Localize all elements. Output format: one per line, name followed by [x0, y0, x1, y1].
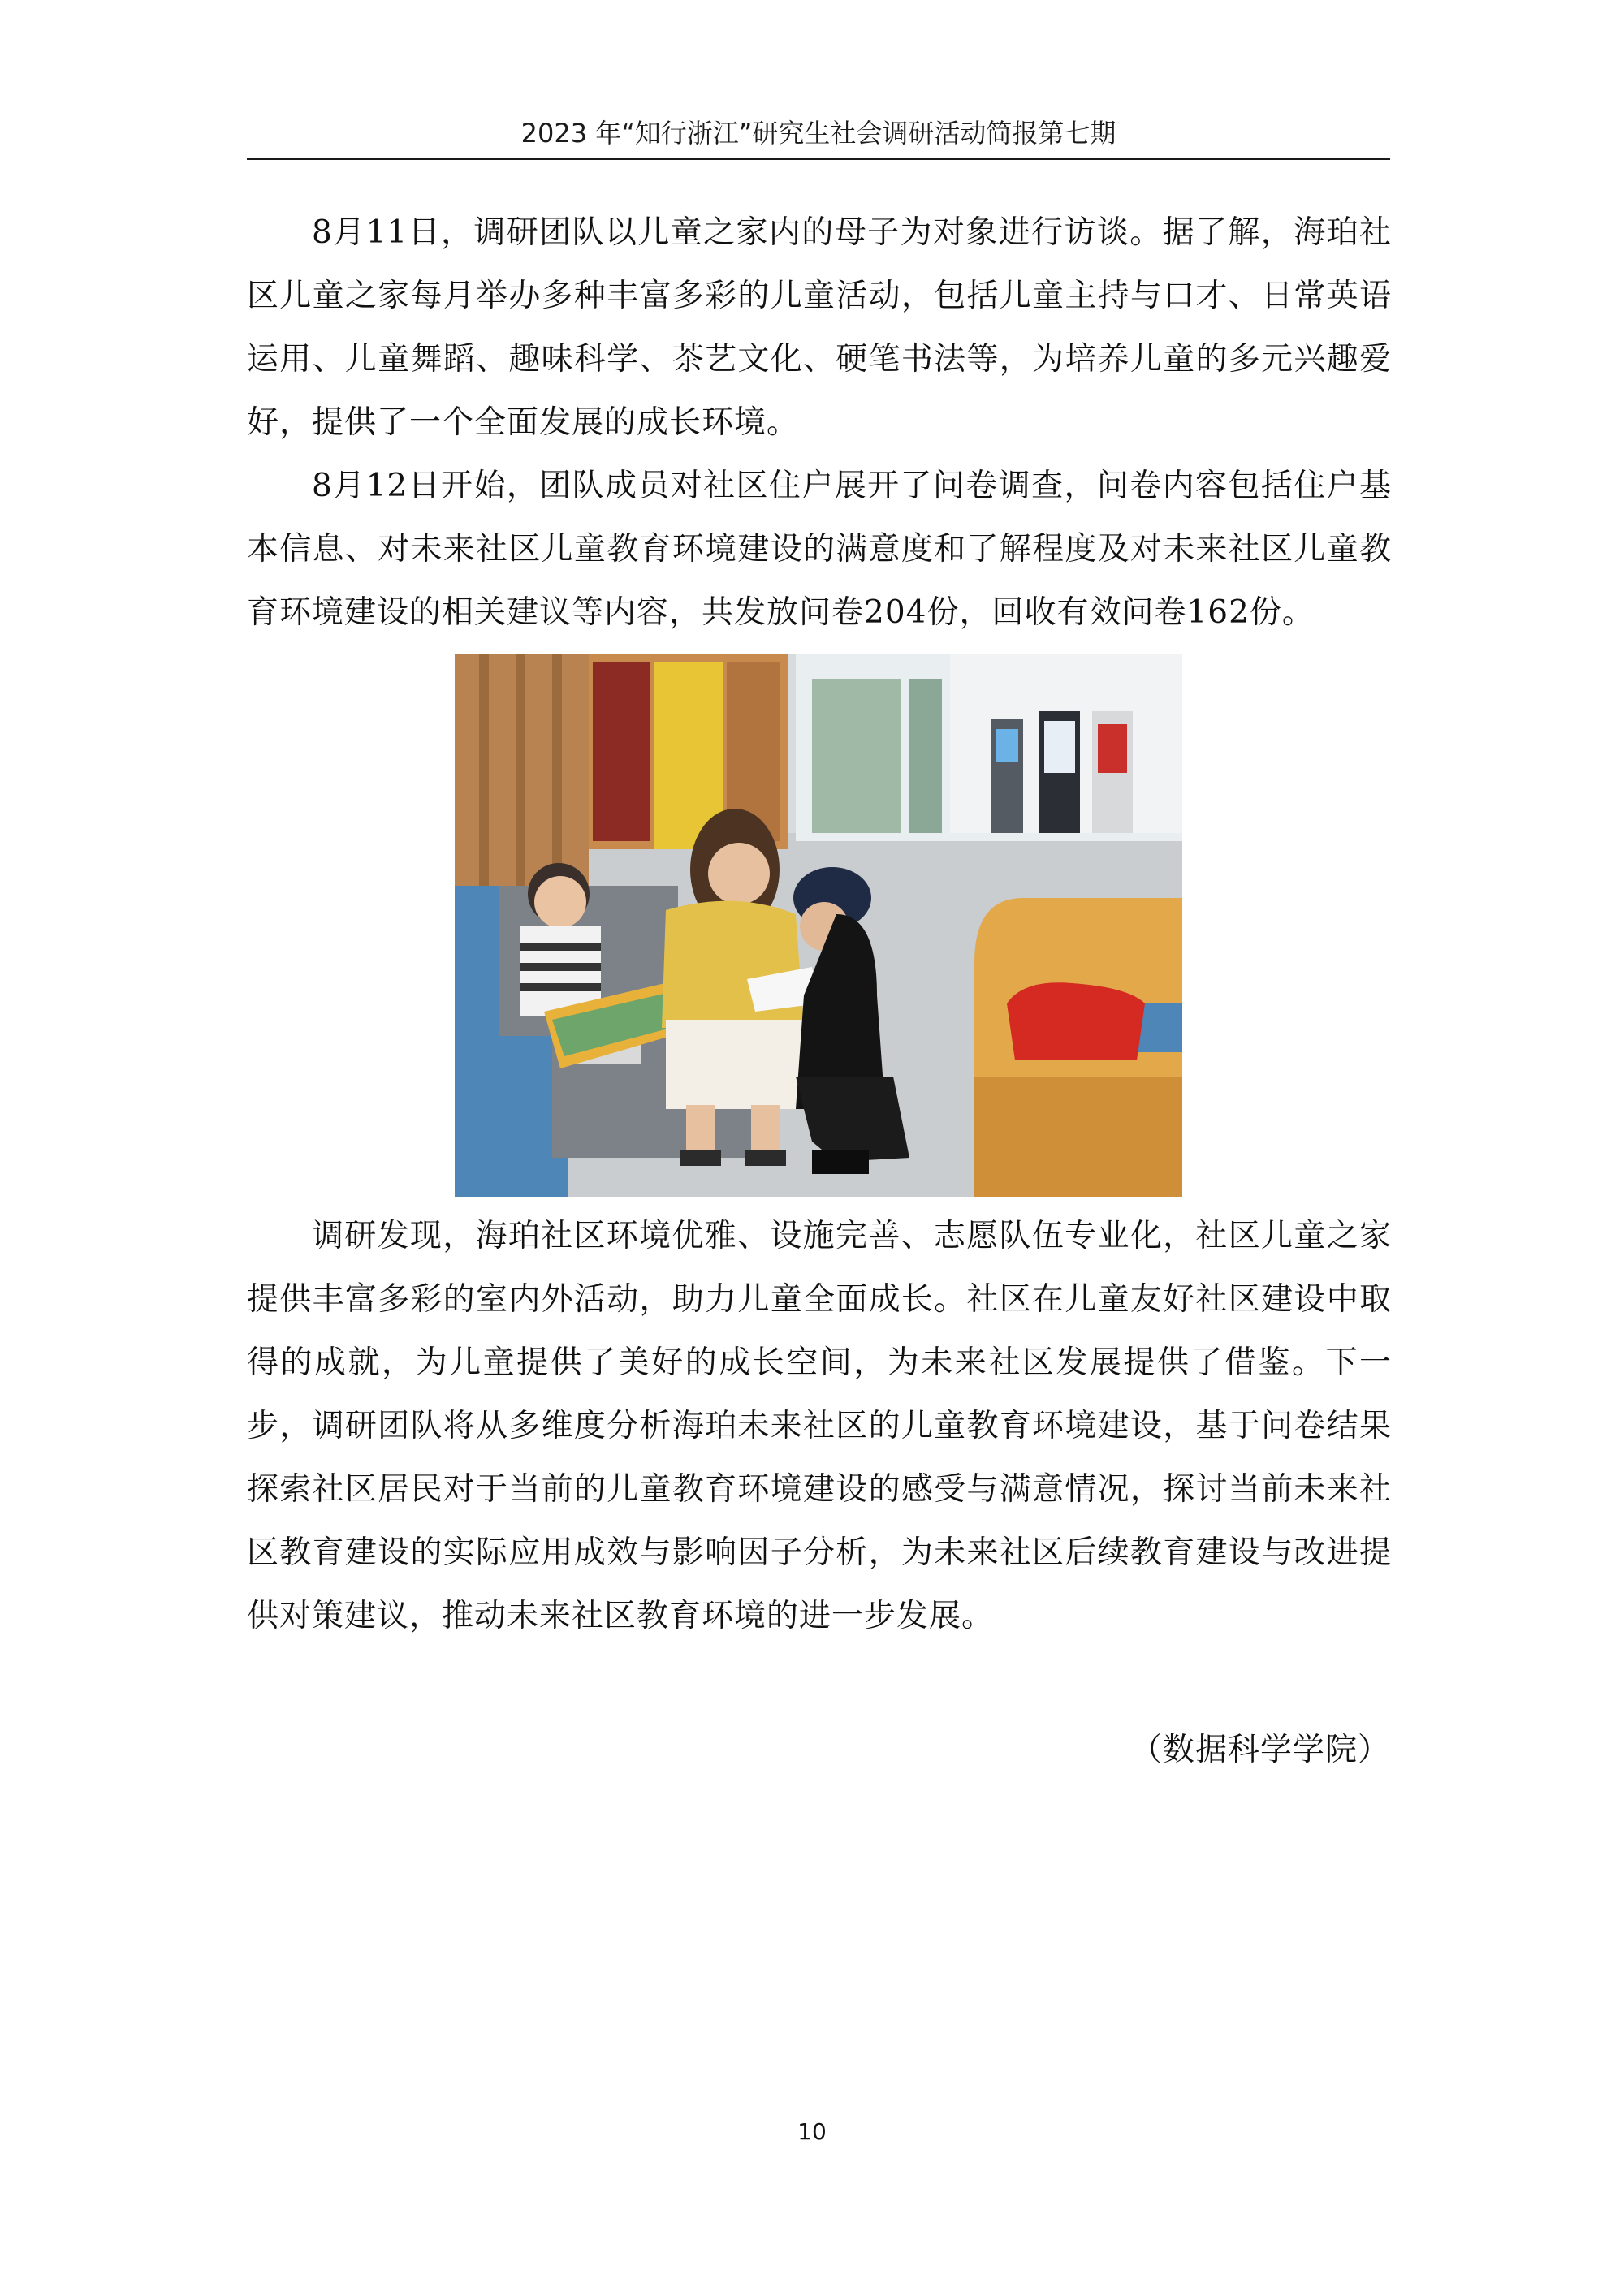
paragraph-interview: 8月11日，调研团队以儿童之家内的母子为对象进行访谈。据了解，海珀社区儿童之家每月举办多种丰富多彩的儿童活动，包括儿童主持与口才、日常英语运用、儿童舞蹈、趣味科学、茶艺文化、硬笔书法等，为培养儿童的多元兴趣爱好，提供了一个全面发展的成长环境。 [247, 214, 1392, 441]
paragraph-survey: 8月12日开始，团队成员对社区住户展开了问卷调查，问卷内容包括住户基本信息、对未来社区儿童教育环境建设的满意度和了解程度及对未来社区儿童教育环境建设的相关建议等内容，共发放问卷204份，回收有效问卷162份。 [247, 468, 1392, 631]
running-header: 2023 年“知行浙江”研究生社会调研活动简报第七期 [520, 118, 1116, 149]
author-signoff: （数据科学学院） [1129, 1732, 1390, 1768]
interview-photo [455, 654, 1182, 1197]
page-number: 10 [797, 2118, 827, 2145]
paragraph-findings: 调研发现，海珀社区环境优雅、设施完善、志愿队伍专业化，社区儿童之家提供丰富多彩的室内外活动，助力儿童全面成长。社区在儿童友好社区建设中取得的成就，为儿童提供了美好的成长空间，为未来社区发展提供了借鉴。下一步，调研团队将从多维度分析海珀未来社区的儿童教育环境建设，基于问卷结果探索社区居民对于当前的儿童教育环境建设的感受与满意情况，探讨当前未来社区教育建设的实际应用成效与影响因子分析，为未来社区后续教育建设与改进提供对策建议，推动未来社区教育环境的进一步发展。 [247, 1218, 1392, 1634]
header-divider [247, 158, 1390, 160]
